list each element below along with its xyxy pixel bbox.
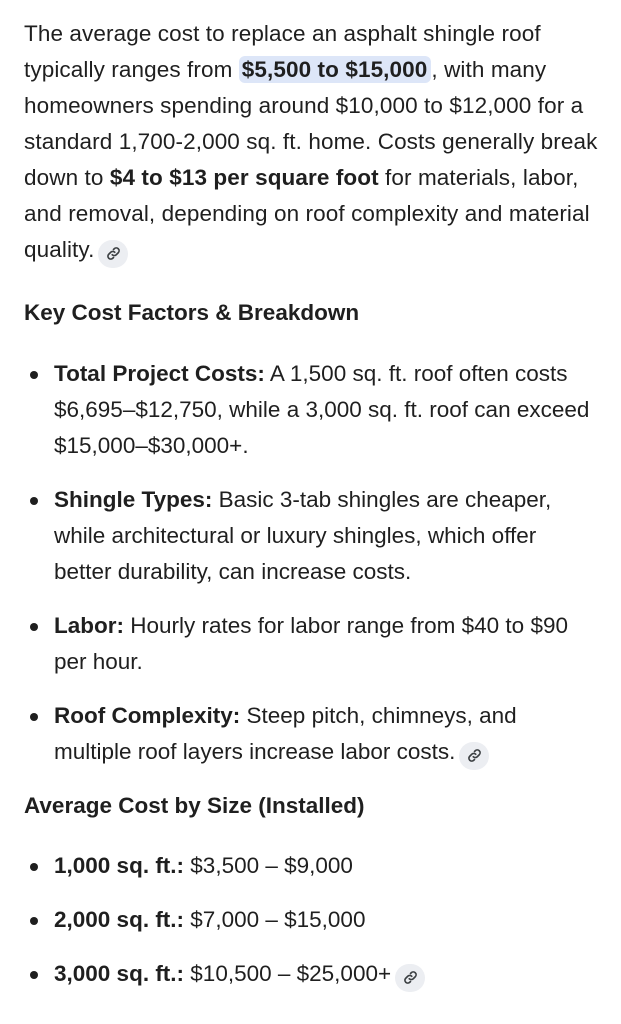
list-item — [24, 902, 599, 938]
intro-text-start: The average cost to replace an asphalt shingle roof typically ranges from — [24, 21, 541, 82]
list-item-text: Hourly rates for labor range from $40 to $90 per hour. — [54, 613, 568, 674]
list-item-text: A 1,500 sq. ft. roof often costs $6,695–$12,750, while a 3,000 sq. ft. roof can exceed $15,000–$30,000+. — [54, 361, 590, 458]
highlighted-price-range[interactable]: $5,500 to $15,000 — [239, 56, 432, 83]
intro-text-middle: , with many homeowners spending around $10,000 to $12,000 for a standard 1,700-2,000 sq. ft. home. Costs generally break down to — [24, 57, 598, 190]
per-square-foot-rate: $4 to $13 per square foot — [109, 165, 379, 190]
list-item-label: Shingle Types: — [54, 487, 213, 512]
cost-factors-list — [24, 356, 599, 770]
list-item-text: $7,000 – $15,000 — [184, 907, 366, 932]
list-item — [24, 848, 599, 884]
source-link-button[interactable] — [459, 742, 489, 770]
source-link-button[interactable] — [395, 964, 425, 992]
list-item-text: Basic 3-tab shingles are cheaper, while architectural or luxury shingles, which offer better durability, can increase costs. — [54, 487, 552, 584]
link-icon — [106, 246, 121, 261]
list-item-text: $10,500 – $25,000+ — [184, 961, 392, 986]
list-item — [24, 356, 599, 464]
intro-text-end: for materials, labor, and removal, depending on roof complexity and material quality. — [24, 165, 590, 262]
list-item-text: $3,500 – $9,000 — [184, 853, 353, 878]
intro-paragraph — [24, 16, 599, 268]
list-item-label: 2,000 sq. ft.: — [54, 907, 185, 932]
cost-by-size-list — [24, 848, 599, 992]
section-heading-cost-by-size: Average Cost by Size (Installed) — [24, 793, 365, 818]
section-heading-cost-factors: Key Cost Factors & Breakdown — [24, 300, 360, 325]
list-item — [24, 608, 599, 680]
list-item — [24, 956, 599, 992]
source-link-button[interactable] — [98, 240, 128, 268]
list-item-label: Total Project Costs: — [54, 361, 265, 386]
link-icon — [403, 970, 418, 985]
list-item — [24, 482, 599, 590]
list-item-label: 1,000 sq. ft.: — [54, 853, 185, 878]
list-item-text: Steep pitch, chimneys, and multiple roof layers increase labor costs. — [54, 703, 517, 764]
link-icon — [467, 748, 482, 763]
list-item-label: 3,000 sq. ft.: — [54, 961, 185, 986]
list-item-label: Roof Complexity: — [54, 703, 241, 728]
list-item — [24, 698, 599, 770]
list-item-label: Labor: — [54, 613, 124, 638]
